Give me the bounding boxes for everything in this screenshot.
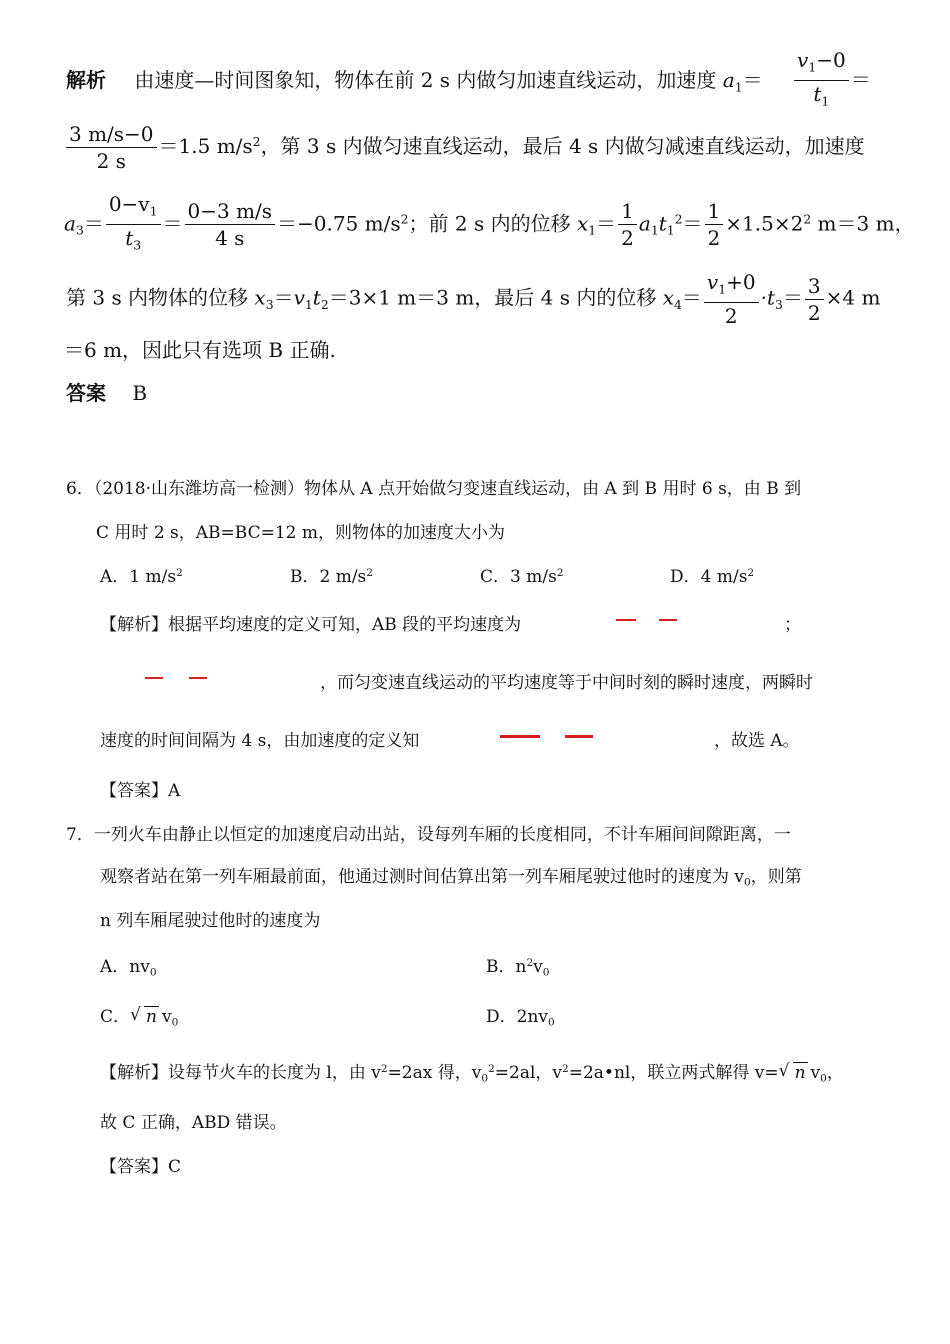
equals: ＝ <box>162 211 183 236</box>
denominator: 2 s <box>96 149 126 173</box>
text: ， <box>826 1063 844 1083</box>
sub: 0 <box>149 966 157 979</box>
var-v: v <box>706 270 719 294</box>
q5-answer <box>66 377 147 406</box>
text: ，则第 <box>750 867 802 887</box>
text: 观察者站在第一列车厢最前面，他通过测时间估算出第一列车厢尾驶过他时的速度为 v <box>100 867 745 887</box>
option-text: B．2 m/s <box>290 567 367 587</box>
q7-option-c <box>100 1002 178 1029</box>
numerator: 3 m/s−0 <box>66 122 157 148</box>
sup: 2 <box>488 1063 495 1076</box>
text: ＝3×1 m＝3 m，最后 4 s 内的位移 <box>328 285 657 310</box>
formula-placeholder-mark <box>500 735 540 738</box>
q7-stem-line-1: 7．一列火车由静止以恒定的加速度启动出站，设每列车厢的长度相同，不计车厢间间隙距离，一 <box>66 825 791 845</box>
text: ×4 m <box>825 285 881 310</box>
numerator: 1 <box>705 199 724 225</box>
fraction-0-3ms-over-4s <box>185 199 276 250</box>
sqrt-n <box>779 1063 808 1083</box>
text: 第 3 s 内物体的位移 <box>66 285 249 310</box>
var-x: x <box>254 285 266 310</box>
formula-placeholder-mark <box>189 677 207 679</box>
numerator: 0−v <box>108 192 150 216</box>
var-x: x <box>662 285 675 310</box>
text: =2ax 得，v <box>387 1063 482 1083</box>
equals: ＝ <box>681 285 702 310</box>
radicand: n <box>146 1007 157 1027</box>
sub: 2 <box>320 297 329 312</box>
equals: ＝ <box>273 285 294 310</box>
var-v: v <box>293 285 305 310</box>
denominator: 2 <box>621 226 634 251</box>
fraction-0-v1-over-t3 <box>106 192 161 258</box>
text: ＝1.5 m/s <box>158 134 253 158</box>
formula-placeholder-mark <box>565 735 593 738</box>
numerator: 1 <box>618 199 637 225</box>
equals: ＝ <box>850 67 871 92</box>
sub: 0 <box>171 1016 179 1029</box>
sub: 0 <box>548 1016 555 1029</box>
fraction-half <box>705 199 724 250</box>
sub: 1 <box>149 203 158 219</box>
option-text: C． <box>100 1007 131 1027</box>
sup: 2 <box>366 567 373 580</box>
sub: 1 <box>304 297 313 312</box>
fraction-v1-over-t1 <box>792 48 871 114</box>
q6-option-d <box>670 562 754 587</box>
var-a: a <box>722 68 735 92</box>
sub: 1 <box>821 93 830 109</box>
denominator: 4 s <box>215 226 245 251</box>
var-x: x <box>576 211 589 236</box>
analysis-label: 解析 <box>66 68 106 92</box>
q7-stem-line-2 <box>100 862 802 889</box>
sqrt-n <box>130 1007 159 1027</box>
option-text: v <box>533 957 543 977</box>
sup: 2 <box>176 567 183 580</box>
sub: 1 <box>650 222 659 238</box>
sub: 0 <box>820 1072 827 1085</box>
var-t: t <box>125 226 134 251</box>
q6-analysis-line-3-end: ，故选 A。 <box>714 731 800 751</box>
denominator: 2 <box>807 300 821 325</box>
q5-analysis-line-5: ＝6 m，因此只有选项 B 正确. <box>64 338 336 362</box>
q6-option-b <box>290 562 373 587</box>
q6-stem-line-2: C 用时 2 s，AB=BC=12 m，则物体的加速度大小为 <box>96 523 505 543</box>
radicand: n <box>794 1063 806 1083</box>
text: ×1.5×2 <box>725 211 804 236</box>
option-text: v <box>161 1007 172 1027</box>
fraction-3-over-2 <box>805 274 824 325</box>
sub: 0 <box>481 1072 489 1085</box>
option-text: C．3 m/s <box>480 567 557 587</box>
equals: ＝ <box>782 285 803 310</box>
sub: 3 <box>133 237 142 253</box>
var-a: a <box>638 211 651 236</box>
q5-analysis-line-1 <box>66 64 763 94</box>
q5-analysis-line-3 <box>64 192 915 258</box>
option-text: D．4 m/s <box>670 567 748 587</box>
sup: 2 <box>747 567 755 580</box>
sup: 2 <box>803 211 812 227</box>
sub: 3 <box>265 297 274 312</box>
text: ；前 2 s 内的位移 <box>408 211 571 236</box>
num-tail: −0 <box>816 48 846 72</box>
formula-placeholder-mark <box>659 619 677 621</box>
var-a: a <box>64 211 76 236</box>
equals: ＝ <box>596 211 617 236</box>
sub: 1 <box>588 222 597 238</box>
option-text: A．nv <box>100 957 150 977</box>
q5-analysis-line-4 <box>66 270 880 328</box>
q7-answer: 【答案】C <box>100 1157 182 1177</box>
text: ＝−0.75 m/s <box>277 211 401 236</box>
sup: 2 <box>674 211 683 227</box>
denominator: 2 <box>724 304 738 329</box>
sub: 1 <box>718 281 727 297</box>
var-t: t <box>813 82 822 107</box>
formula-placeholder-mark <box>616 619 636 621</box>
sqrt-symbol: √ <box>778 1061 790 1081</box>
q5-analysis-line-2 <box>64 122 865 173</box>
formula-placeholder-mark <box>145 677 163 679</box>
var-t: t <box>312 285 321 310</box>
q7-option-d <box>486 1002 555 1029</box>
var-t: ·t <box>760 285 775 310</box>
sub: 0 <box>744 876 751 889</box>
q7-analysis-line-2: 故 C 正确，ABD 错误。 <box>100 1113 287 1133</box>
text: v <box>810 1063 821 1083</box>
sup: 2 <box>562 1063 569 1076</box>
denominator: 2 <box>707 226 721 251</box>
sub: 1 <box>808 59 817 75</box>
sub: 1 <box>666 222 675 238</box>
q6-option-a <box>100 562 183 587</box>
q7-option-b <box>486 952 549 979</box>
q7-option-a <box>100 952 157 979</box>
analysis-text: 由速度—时间图象知，物体在前 2 s 内做匀加速直线运动，加速度 <box>134 68 717 92</box>
text: =2al，v <box>494 1063 563 1083</box>
fraction-half <box>618 199 637 250</box>
num-tail: +0 <box>726 270 756 294</box>
sup: 2 <box>252 134 261 150</box>
equals: ＝ <box>682 211 703 236</box>
var-v: v <box>797 48 809 72</box>
sqrt-symbol: √ <box>130 1005 141 1025</box>
sub: 3 <box>775 297 783 312</box>
sup: 2 <box>380 1063 388 1076</box>
q6-analysis-line-3: 速度的时间间隔为 4 s，由加速度的定义知 <box>100 731 420 751</box>
equals: ＝ <box>742 68 763 92</box>
fraction-3ms-over-2s <box>66 122 157 173</box>
answer-label: 答案 <box>66 381 106 405</box>
sup: 2 <box>526 957 534 970</box>
q6-stem-line-1: 6．（2018·山东潍坊高一检测）物体从 A 点开始做匀变速直线运动，由 A 到 B 用时 6 s，由 B 到 <box>66 479 802 499</box>
option-text: B．n <box>486 957 527 977</box>
sub: 0 <box>542 966 550 979</box>
q6-answer: 【答案】A <box>100 781 181 801</box>
q7-analysis-line-1 <box>100 1058 844 1085</box>
numerator: 3 <box>805 274 824 300</box>
fraction-v1-plus-0-over-2 <box>704 270 759 328</box>
q6-semicolon: ； <box>784 615 801 635</box>
sup: 2 <box>556 567 564 580</box>
var-t: t <box>658 211 667 236</box>
text: m＝3 m， <box>811 211 915 236</box>
q6-analysis-line-1: 【解析】根据平均速度的定义可知，AB 段的平均速度为 <box>100 615 522 635</box>
q6-analysis-line-2: ，而匀变速直线运动的平均速度等于中间时刻的瞬时速度，两瞬时 <box>320 673 813 693</box>
numerator: 0−3 m/s <box>185 199 276 225</box>
text: =2a•nl，联立两式解得 v= <box>568 1063 779 1083</box>
q6-option-c <box>480 562 564 587</box>
text: 【解析】设每节火车的长度为 l，由 v <box>100 1063 381 1083</box>
sub: 4 <box>674 297 682 312</box>
sub: 1 <box>734 79 743 95</box>
text: ，第 3 s 内做匀速直线运动，最后 4 s 内做匀减速直线运动，加速度 <box>260 134 865 158</box>
option-text: D．2nv <box>486 1007 548 1027</box>
sub: 3 <box>75 222 84 238</box>
sup: 2 <box>400 211 409 227</box>
q7-stem-line-3: n 列车厢尾驶过他时的速度为 <box>100 911 321 931</box>
equals: ＝ <box>83 211 104 236</box>
option-text: A．1 m/s <box>100 567 177 587</box>
answer-value: B <box>132 381 148 405</box>
